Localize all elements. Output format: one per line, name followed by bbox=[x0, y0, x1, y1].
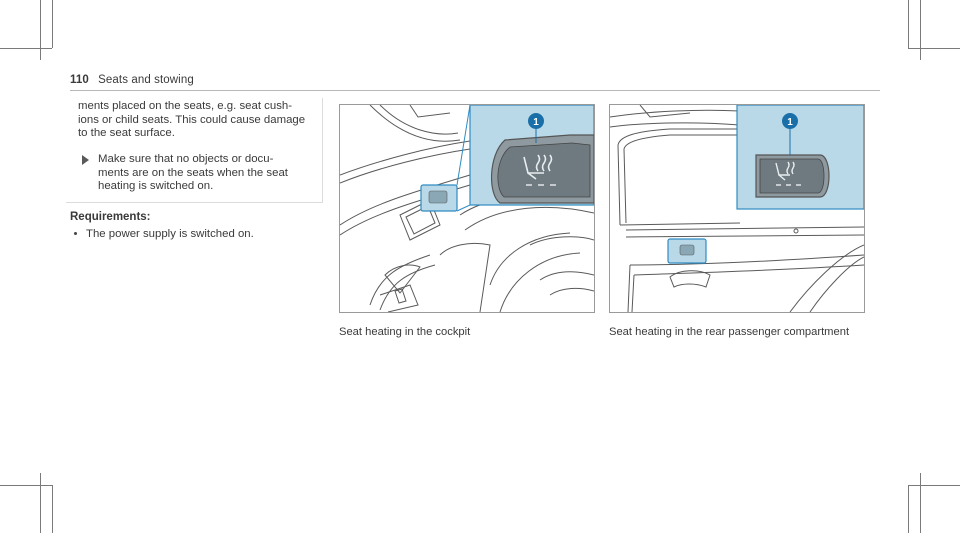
page-number: 110 bbox=[70, 74, 89, 86]
crop-mark bbox=[908, 485, 960, 486]
header-rule bbox=[70, 90, 880, 91]
figure-caption: Seat heating in the rear passenger compartment bbox=[609, 326, 850, 338]
figure-cockpit bbox=[339, 104, 595, 313]
step-line: heating is switched on. bbox=[98, 180, 214, 192]
crop-mark bbox=[40, 0, 41, 60]
callout-number: 1 bbox=[787, 117, 793, 128]
step-arrow-icon bbox=[82, 155, 89, 165]
step-line: Make sure that no objects or docu- bbox=[98, 153, 274, 165]
crop-mark bbox=[920, 473, 921, 533]
crop-mark bbox=[40, 473, 41, 533]
callout-number: 1 bbox=[533, 117, 539, 128]
instruction-step bbox=[82, 153, 318, 194]
warning-line: to the seat surface. bbox=[78, 127, 175, 139]
requirement-text: The power supply is switched on. bbox=[86, 228, 254, 240]
crop-mark bbox=[908, 485, 909, 533]
crop-mark bbox=[920, 0, 921, 60]
step-line: ments are on the seats when the seat bbox=[98, 166, 288, 179]
section-title: Seats and stowing bbox=[98, 74, 194, 86]
crop-mark bbox=[0, 485, 52, 486]
figure-rear-compartment bbox=[609, 104, 865, 313]
crop-mark bbox=[52, 0, 53, 48]
figure-caption: Seat heating in the cockpit bbox=[339, 326, 471, 338]
requirements-title: Requirements: bbox=[70, 211, 151, 223]
warning-line: ions or child seats. This could cause damage bbox=[78, 113, 306, 126]
crop-mark bbox=[52, 485, 53, 533]
crop-mark bbox=[908, 48, 960, 49]
bullet-icon bbox=[74, 232, 77, 235]
warning-text bbox=[78, 100, 318, 141]
page-header bbox=[70, 74, 194, 86]
crop-mark bbox=[908, 0, 909, 48]
cockpit-illustration bbox=[340, 105, 594, 312]
requirement-item bbox=[74, 228, 254, 240]
crop-mark bbox=[0, 48, 52, 49]
step-text bbox=[98, 153, 318, 194]
warning-line: ments placed on the seats, e.g. seat cush- bbox=[78, 100, 293, 112]
rear-compartment-illustration bbox=[610, 105, 864, 312]
